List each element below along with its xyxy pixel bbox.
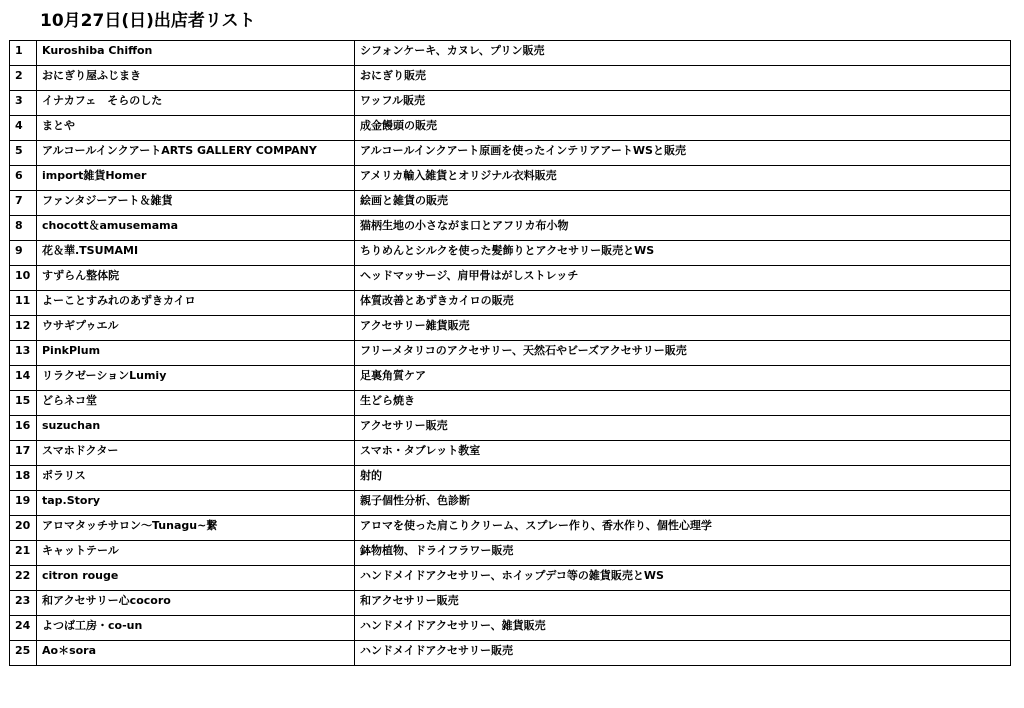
row-number-cell: 7 — [10, 191, 37, 216]
row-number-cell: 21 — [10, 541, 37, 566]
table-row — [10, 466, 1011, 491]
row-number-cell: 1 — [10, 41, 37, 66]
vendor-name-cell: Kuroshiba Chiffon — [37, 41, 355, 66]
vendor-description-cell: ハンドメイドアクセサリー、ホイップデコ等の雑貨販売とWS — [355, 566, 1011, 591]
row-number-cell: 4 — [10, 116, 37, 141]
vendor-description-cell: 鉢物植物、ドライフラワー販売 — [355, 541, 1011, 566]
vendor-name-cell: suzuchan — [37, 416, 355, 441]
vendor-description-cell: 猫柄生地の小さながま口とアフリカ布小物 — [355, 216, 1011, 241]
vendor-description-cell: フリーメタリコのアクセサリー、天然石やビーズアクセサリー販売 — [355, 341, 1011, 366]
vendor-name-cell: どらネコ堂 — [37, 391, 355, 416]
vendor-description-cell: 親子個性分析、色診断 — [355, 491, 1011, 516]
row-number-cell: 14 — [10, 366, 37, 391]
table-row — [10, 191, 1011, 216]
table-row — [10, 116, 1011, 141]
row-number-cell: 17 — [10, 441, 37, 466]
row-number-cell: 15 — [10, 391, 37, 416]
vendor-description-cell: シフォンケーキ、カヌレ、プリン販売 — [355, 41, 1011, 66]
vendor-description-cell: アメリカ輸入雑貨とオリジナル衣料販売 — [355, 166, 1011, 191]
table-row — [10, 566, 1011, 591]
vendor-name-cell: まとや — [37, 116, 355, 141]
vendor-description-cell: 絵画と雑貨の販売 — [355, 191, 1011, 216]
vendor-name-cell: import雑貨Homer — [37, 166, 355, 191]
table-row — [10, 391, 1011, 416]
row-number-cell: 11 — [10, 291, 37, 316]
row-number-cell: 10 — [10, 266, 37, 291]
table-row — [10, 316, 1011, 341]
vendor-name-cell: キャットテール — [37, 541, 355, 566]
page-title: 10月27日(日)出店者リスト — [40, 11, 256, 31]
vendor-description-cell: 体質改善とあずきカイロの販売 — [355, 291, 1011, 316]
row-number-cell: 8 — [10, 216, 37, 241]
table-row — [10, 366, 1011, 391]
row-number-cell: 13 — [10, 341, 37, 366]
row-number-cell: 9 — [10, 241, 37, 266]
table-row — [10, 166, 1011, 191]
vendor-description-cell: 成金饅頭の販売 — [355, 116, 1011, 141]
vendor-description-cell: ハンドメイドアクセサリー販売 — [355, 641, 1011, 666]
vendor-name-cell: イナカフェ そらのした — [37, 91, 355, 116]
row-number-cell: 19 — [10, 491, 37, 516]
vendor-description-cell: アクセサリー雑貨販売 — [355, 316, 1011, 341]
row-number-cell: 20 — [10, 516, 37, 541]
vendor-description-cell: アクセサリー販売 — [355, 416, 1011, 441]
vendor-description-cell: 生どら焼き — [355, 391, 1011, 416]
table-row — [10, 141, 1011, 166]
vendor-name-cell: リラクゼーションLumiy — [37, 366, 355, 391]
vendor-description-cell: ワッフル販売 — [355, 91, 1011, 116]
row-number-cell: 18 — [10, 466, 37, 491]
vendor-name-cell: chocott＆amusemama — [37, 216, 355, 241]
vendor-name-cell: よつば工房・co-un — [37, 616, 355, 641]
row-number-cell: 6 — [10, 166, 37, 191]
vendor-name-cell: すずらん整体院 — [37, 266, 355, 291]
table-row — [10, 441, 1011, 466]
vendor-name-cell: おにぎり屋ふじまき — [37, 66, 355, 91]
vendor-description-cell: アロマを使った肩こりクリーム、スプレー作り、香水作り、個性心理学 — [355, 516, 1011, 541]
row-number-cell: 25 — [10, 641, 37, 666]
vendor-name-cell: tap.Story — [37, 491, 355, 516]
table-row — [10, 541, 1011, 566]
table-row — [10, 591, 1011, 616]
vendor-description-cell: 足裏角質ケア — [355, 366, 1011, 391]
table-row — [10, 641, 1011, 666]
vendor-description-cell: アルコールインクアート原画を使ったインテリアアートWSと販売 — [355, 141, 1011, 166]
table-row — [10, 266, 1011, 291]
row-number-cell: 16 — [10, 416, 37, 441]
vendor-name-cell: ポラリス — [37, 466, 355, 491]
table-row — [10, 516, 1011, 541]
table-row — [10, 41, 1011, 66]
vendor-description-cell: 和アクセサリー販売 — [355, 591, 1011, 616]
row-number-cell: 5 — [10, 141, 37, 166]
row-number-cell: 3 — [10, 91, 37, 116]
table-row — [10, 216, 1011, 241]
vendor-name-cell: citron rouge — [37, 566, 355, 591]
row-number-cell: 24 — [10, 616, 37, 641]
table-row — [10, 616, 1011, 641]
vendor-name-cell: 花＆華.TSUMAMI — [37, 241, 355, 266]
vendor-description-cell: ヘッドマッサージ、肩甲骨はがしストレッチ — [355, 266, 1011, 291]
vendor-description-cell: スマホ・タブレット教室 — [355, 441, 1011, 466]
table-row — [10, 66, 1011, 91]
vendor-name-cell: アルコールインクアートARTS GALLERY COMPANY — [37, 141, 355, 166]
vendor-name-cell: ウサギプゥエル — [37, 316, 355, 341]
row-number-cell: 23 — [10, 591, 37, 616]
vendor-description-cell: 射的 — [355, 466, 1011, 491]
row-number-cell: 2 — [10, 66, 37, 91]
vendor-description-cell: ハンドメイドアクセサリー、雑貨販売 — [355, 616, 1011, 641]
vendor-name-cell: 和アクセサリー心cocoro — [37, 591, 355, 616]
vendor-name-cell: スマホドクター — [37, 441, 355, 466]
vendor-description-cell: おにぎり販売 — [355, 66, 1011, 91]
vendor-name-cell: アロマタッチサロン～Tunagu~繋 — [37, 516, 355, 541]
row-number-cell: 12 — [10, 316, 37, 341]
table-row — [10, 291, 1011, 316]
vendor-name-cell: ファンタジーアート＆雑貨 — [37, 191, 355, 216]
vendor-name-cell: PinkPlum — [37, 341, 355, 366]
vendor-description-cell: ちりめんとシルクを使った髪飾りとアクセサリー販売とWS — [355, 241, 1011, 266]
vendor-table-body — [10, 41, 1011, 666]
vendor-name-cell: Ao＊sora — [37, 641, 355, 666]
table-row — [10, 91, 1011, 116]
table-row — [10, 491, 1011, 516]
table-row — [10, 341, 1011, 366]
vendor-table — [9, 40, 1011, 666]
table-row — [10, 241, 1011, 266]
row-number-cell: 22 — [10, 566, 37, 591]
vendor-name-cell: よーことすみれのあずきカイロ — [37, 291, 355, 316]
table-row — [10, 416, 1011, 441]
